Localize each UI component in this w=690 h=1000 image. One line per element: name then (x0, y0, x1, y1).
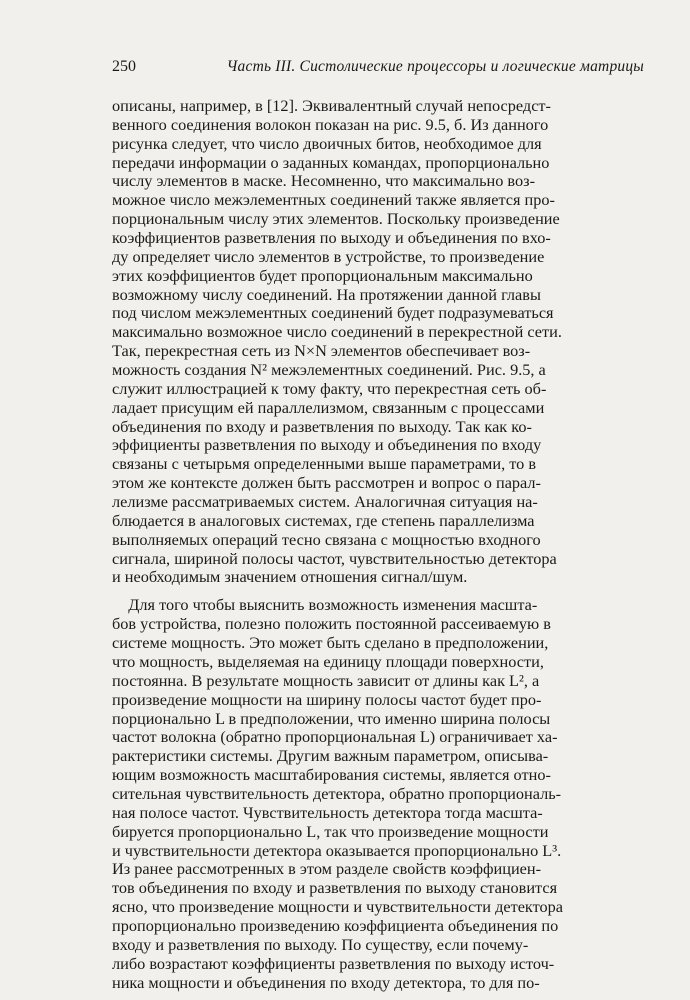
text-line: ника мощности и объединения по входу детектора, то для по- (112, 972, 540, 992)
text-line: постоянна. В результате мощность зависит от длины как L², а (112, 670, 540, 690)
text-line: выполняемых операций тесно связана с мощностью входного (112, 529, 541, 549)
text-line: Так, перекрестная сеть из N×N элементов обеспечивает воз- (112, 341, 531, 361)
body-text (112, 97, 644, 992)
text-line: связаны с четырьмя определенными выше параметрами, то в (112, 454, 537, 474)
text-line: ду определяет число элементов в устройстве, то произведение (112, 246, 545, 266)
text-line: ясно, что произведение мощности и чувствительности детектора (112, 897, 564, 917)
text-line: бов устройства, полезно положить постоянной рассеиваемую в (112, 614, 551, 634)
text-line: порциональным числу этих элементов. Поскольку произведение (112, 209, 560, 229)
text-line: произведение мощности на ширину полосы частот будет про- (112, 689, 542, 709)
text-line: этих коэффициентов будет пропорциональным максимально (112, 265, 533, 285)
text-line: максимально возможное число соединений в перекрестной сети. (112, 322, 562, 342)
text-line: бируется пропорционально L, так что произведение мощности (112, 821, 549, 841)
text-line: тов объединения по входу и разветвления по выходу становится (112, 878, 558, 898)
text-line: и чувствительности детектора оказывается пропорционально L³. (112, 840, 562, 860)
page-header (112, 58, 644, 82)
text-line: либо возрастают коэффициенты разветвления по выходу источ- (112, 953, 555, 973)
text-line: системе мощность. Это может быть сделано в предположении, (112, 633, 549, 653)
text-line: под числом межэлементных соединений будет подразумеваться (112, 303, 554, 323)
text-line: эффициенты разветвления по выходу и объединения по входу (112, 435, 542, 455)
paragraph-2 (112, 596, 644, 992)
text-line: ладает присущим ей параллелизмом, связанным с процессами (112, 397, 545, 417)
text-line: частот волокна (обратно пропорциональная L) ограничивает ха- (112, 727, 558, 747)
text-line: можность создания N² межэлементных соединений. Рис. 9.5, а (112, 360, 546, 380)
text-line: что мощность, выделяемая на единицу площади поверхности, (112, 651, 544, 671)
text-line: Из ранее рассмотренных в этом разделе свойств коэффициен- (112, 859, 542, 879)
text-line: рактеристики системы. Другим важным параметром, описыва- (112, 746, 549, 766)
paragraph-1 (112, 97, 644, 587)
text-line: коэффициентов разветвления по выходу и объединения по вхо- (112, 228, 551, 248)
page-number: 250 (112, 58, 136, 75)
text-line: числу элементов в маске. Несомненно, что максимально воз- (112, 171, 535, 191)
text-line: ющим возможность масштабирования системы, является отно- (112, 765, 551, 785)
text-line: лелизме рассматриваемых систем. Аналогичная ситуация на- (112, 492, 538, 512)
text-line: рисунка следует, что число двоичных битов, необходимое для (112, 133, 542, 153)
text-line: объединения по входу и разветвления по выходу. Так как ко- (112, 416, 532, 436)
text-line: блюдается в аналоговых системах, где степень параллелизма (112, 510, 535, 530)
text-line: можное число межэлементных соединений также является про- (112, 190, 555, 210)
text-line: входу и разветвления по выходу. По существу, если почему- (112, 934, 529, 954)
text-line: этом же контексте должен быть рассмотрен и вопрос о парал- (112, 473, 541, 493)
text-line: передачи информации о заданных командах, пропорционально (112, 152, 550, 172)
text-line: сигнала, шириной полосы частот, чувствительностью детектора (112, 548, 557, 568)
running-head: Часть III. Систолические процессоры и логические матрицы (226, 58, 644, 75)
text-line: пропорционально произведению коэффициента объединения по (112, 915, 559, 935)
text-line: Для того чтобы выяснить возможность изменения масшта- (112, 595, 538, 615)
text-line: венного соединения волокон показан на рис. 9.5, б. Из данного (112, 114, 549, 134)
text-line: служит иллюстрацией к тому факту, что перекрестная сеть об- (112, 378, 547, 398)
text-line: описаны, например, в [12]. Эквивалентный случай непосредст- (112, 96, 551, 115)
text-line: порционально L в предположении, что именно ширина полосы (112, 708, 551, 728)
text-line: ная полосе частот. Чувствительность детектора тогда масшта- (112, 802, 543, 822)
text-line: сительная чувствительность детектора, обратно пропорциональ- (112, 783, 562, 803)
text-line: и необходимым значением отношения сигнал/шум. (112, 567, 468, 587)
text-line: возможному числу соединений. На протяжении данной главы (112, 284, 541, 304)
